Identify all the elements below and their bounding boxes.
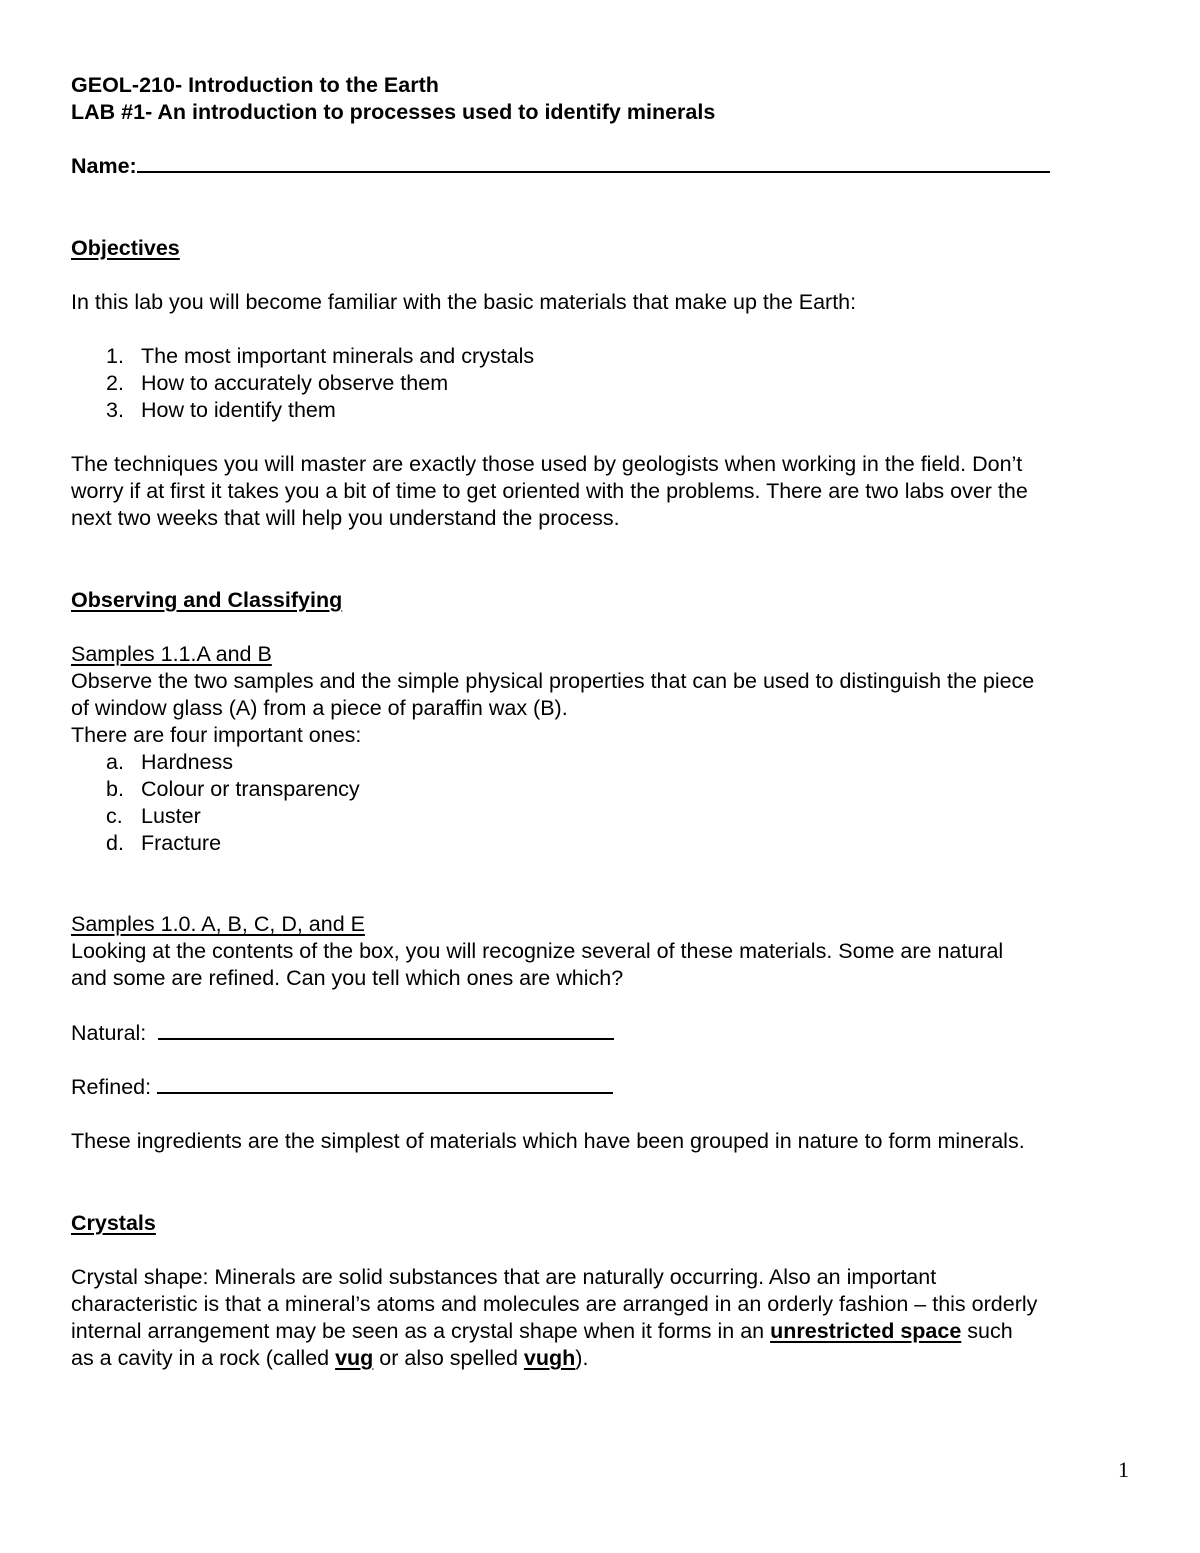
name-field[interactable]: [71, 153, 1050, 179]
paragraph-line: of window glass (A) from a piece of paraffin wax (B).: [71, 696, 568, 720]
natural-label: Natural:: [71, 1021, 147, 1045]
refined-field[interactable]: [71, 1074, 613, 1100]
name-label: Name:: [71, 154, 137, 178]
natural-field[interactable]: [71, 1020, 614, 1046]
paragraph-line: and some are refined. Can you tell which ones are which?: [71, 966, 624, 990]
refined-blank-line[interactable]: [157, 1074, 613, 1094]
course-title: GEOL-210- Introduction to the Earth: [71, 73, 439, 97]
objectives-heading: Objectives: [71, 236, 180, 260]
paragraph-line: next two weeks that will help you understand the process.: [71, 506, 620, 530]
paragraph-line: as a cavity in a rock (called vug or also spelled vugh).: [71, 1346, 589, 1370]
lab-title: LAB #1- An introduction to processes used to identify minerals: [71, 100, 716, 124]
observing-heading: Observing and Classifying: [71, 588, 343, 612]
paragraph-line: The techniques you will master are exactly those used by geologists when working in the field. Don’t: [71, 452, 1023, 476]
paragraph-line: There are four important ones:: [71, 723, 362, 747]
paragraph-line: Crystal shape: Minerals are solid substances that are naturally occurring. Also an important: [71, 1265, 937, 1289]
closing-paragraph: These ingredients are the simplest of materials which have been grouped in nature to form minerals.: [71, 1129, 1025, 1153]
objectives-intro: In this lab you will become familiar with the basic materials that make up the Earth:: [71, 290, 857, 314]
paragraph-line: internal arrangement may be seen as a crystal shape when it forms in an unrestricted space such: [71, 1319, 1013, 1343]
paragraph-line: characteristic is that a mineral’s atoms and molecules are arranged in an orderly fashion – this orderly: [71, 1292, 1038, 1316]
vug-term: vug: [335, 1346, 374, 1370]
samples-1-0-subheading: Samples 1.0. A, B, C, D, and E: [71, 912, 365, 936]
paragraph-line: Observe the two samples and the simple physical properties that can be used to distinguish the piece: [71, 669, 1035, 693]
page-number: 1: [1118, 1457, 1129, 1482]
natural-blank-line[interactable]: [158, 1020, 614, 1040]
paragraph-line: worry if at first it takes you a bit of time to get oriented with the problems. There are two labs over the: [71, 479, 1028, 503]
name-blank-line[interactable]: [137, 153, 1050, 173]
crystals-heading: Crystals: [71, 1211, 156, 1235]
unrestricted-space-term: unrestricted space: [770, 1319, 962, 1343]
samples-1-1-subheading: Samples 1.1.A and B: [71, 642, 272, 666]
refined-label: Refined:: [71, 1075, 152, 1099]
vugh-term: vugh: [523, 1346, 576, 1370]
paragraph-line: Looking at the contents of the box, you will recognize several of these materials. Some are natural: [71, 939, 1004, 963]
